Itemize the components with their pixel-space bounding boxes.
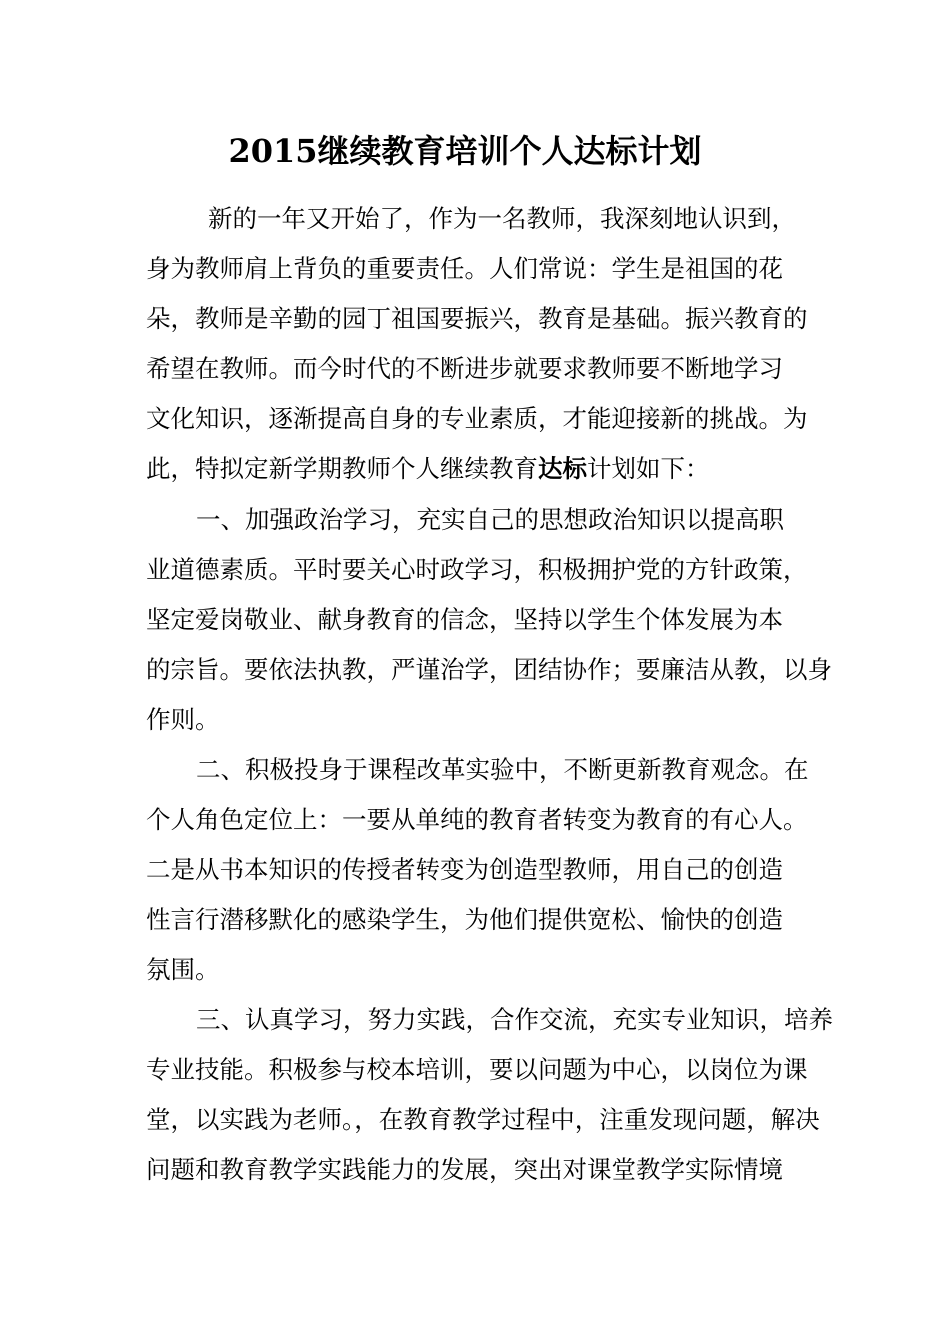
paragraph-line: 希望在教师。而今时代的不断进步就要求教师要不断地学习 [146,354,783,383]
paragraph-line: 二、积极投身于课程改革实验中，不断更新教育观念。在 [196,755,809,784]
paragraph-line: 专业技能。积极参与校本培训，要以问题为中心，以岗位为课 [146,1055,808,1084]
paragraph-line: 堂，以实践为老师。，在教育教学过程中，注重发现问题，解决 [146,1105,820,1134]
paragraph-line: 氛围。 [146,955,220,984]
line-text-after: 计划如下： [587,454,710,483]
paragraph-line: 身为教师肩上背负的重要责任。人们常说：学生是祖国的花 [146,254,783,283]
line-text-before: 此，特拟定新学期教师个人继续教育 [146,454,538,483]
paragraph-line: 朵，教师是辛勤的园丁祖国要振兴，教育是基础。振兴教育的 [146,304,808,333]
paragraph-line: 的宗旨。要依法执教，严谨治学，团结协作；要廉洁从教，以身 [146,655,832,684]
paragraph-line: 新的一年又开始了，作为一名教师，我深刻地认识到， [208,204,796,233]
paragraph-line: 坚定爱岗敬业、献身教育的信念，坚持以学生个体发展为本 [146,605,783,634]
bold-text: 达标 [538,454,587,483]
paragraph-line: 个人角色定位上：一要从单纯的教育者转变为教育的有心人。 [146,805,808,834]
paragraph-line: 文化知识，逐渐提高自身的专业素质，才能迎接新的挑战。为 [146,404,808,433]
document-title: 2015继续教育培训个人达标计划 [228,132,702,170]
paragraph-line: 业道德素质。平时要关心时政学习，积极拥护党的方针政策， [146,555,808,584]
paragraph-line [146,451,710,487]
paragraph-line: 二是从书本知识的传授者转变为创造型教师，用自己的创造 [146,855,783,884]
paragraph-line: 一、加强政治学习，充实自己的思想政治知识以提高职 [196,505,784,534]
paragraph-line: 问题和教育教学实践能力的发展，突出对课堂教学实际情境 [146,1155,783,1184]
paragraph-line: 作则。 [146,705,220,734]
paragraph-line: 性言行潜移默化的感染学生，为他们提供宽松、愉快的创造 [146,905,783,934]
paragraph-line: 三、认真学习，努力实践，合作交流，充实专业知识，培养 [196,1005,833,1034]
